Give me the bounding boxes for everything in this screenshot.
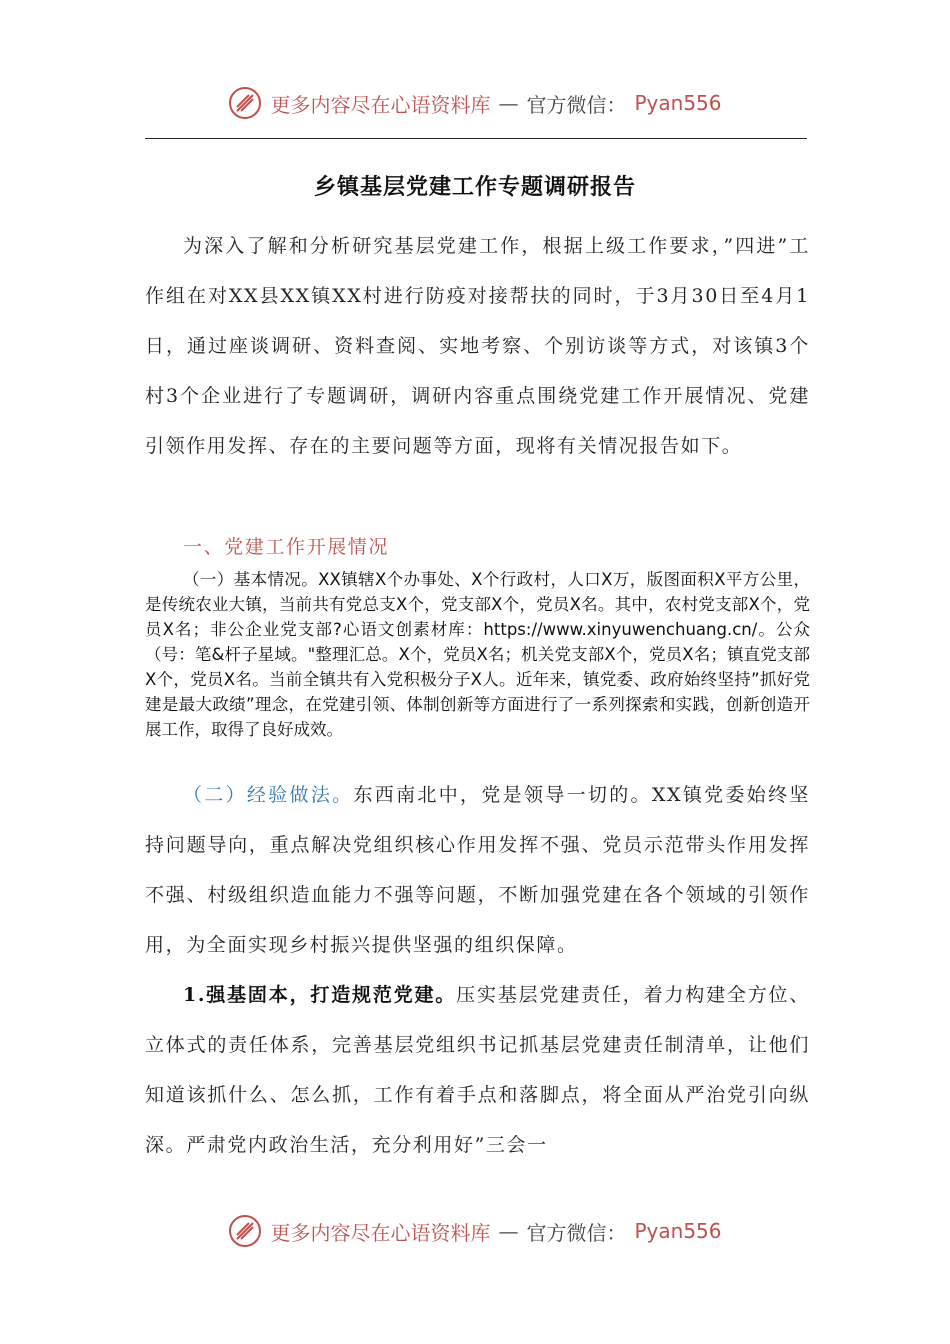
header-divider — [145, 138, 807, 139]
basic-info-paragraph: （一）基本情况。XX镇辖X个办事处、X个行政村，人口X万，版图面积X平方公里，是传统农业大镇，当前共有党总支X个，党支部X个，党员X名。其中，农村党支部X个，党员X名；非公企业党支部?心语文创素材库：https://www.xinyuwenchuang.cn/。公众（号：笔&杆子星域。"整理汇总。X个，党员X名；机关党支部X个，党员X名；镇直党支部X个，党员X名。当前全镇共有入党积极分子X人。近年来，镇党委、政府始终坚持”抓好党建是最大政绩”理念，在党建引领、体制创新等方面进行了一系列探索和实践，创新创造开展工作，取得了良好成效。 — [145, 570, 810, 739]
header-brand-banner — [0, 86, 950, 120]
experience-paragraph — [145, 770, 810, 970]
quill-logo-icon — [228, 1214, 262, 1248]
intro-paragraph: 为深入了解和分析研究基层党建工作，根据上级工作要求，”四进”工作组在对XX县XX镇XX村进行防疫对接帮扶的同时，于3月30日至4月1日，通过座谈调研、资料查阅、实地考察、个别访谈等方式，对该镇3个村3个企业进行了专题调研，调研内容重点围绕党建工作开展情况、党建引领作用发挥、存在的主要问题等方面，现将有关情况报告如下。 — [145, 235, 810, 457]
wechat-id: Pyan556 — [634, 91, 722, 115]
point1-heading: 1.强基固本，打造规范党建。 — [183, 984, 457, 1006]
point1-paragraph — [145, 970, 810, 1170]
section-heading-1: 一、党建工作开展情况 — [183, 536, 390, 558]
wechat-label: 官方微信： — [526, 92, 627, 117]
footer-brand-banner — [0, 1214, 950, 1248]
experience-body: 东西南北中，党是领导一切的。XX镇党委始终坚持问题导向，重点解决党组织核心作用发挥不强、党员示范带头作用发挥不强、村级组织造血能力不强等问题，不断加强党建在各个领域的引领作用，为全面实现乡村振兴提供坚强的组织保障。 — [145, 784, 810, 956]
wechat-label: 官方微信： — [526, 1220, 627, 1245]
quill-logo-icon — [228, 86, 262, 120]
point1-body: 压实基层党建责任，着力构建全方位、立体式的责任体系，完善基层党组织书记抓基层党建责任制清单，让他们知道该抓什么、怎么抓，工作有着手点和落脚点，将全面从严治党引向纵深。严肃党内政治生活，充分利用好”三会一 — [145, 984, 810, 1156]
wechat-id: Pyan556 — [634, 1219, 722, 1243]
document-title: 乡镇基层党建工作专题调研报告 — [313, 175, 636, 200]
brand-separator: — — [498, 91, 519, 115]
experience-heading: （二）经验做法。 — [183, 784, 354, 806]
brand-text: 更多内容尽在心语资料库 — [270, 1220, 491, 1245]
brand-separator: — — [498, 1219, 519, 1243]
brand-text: 更多内容尽在心语资料库 — [270, 92, 491, 117]
